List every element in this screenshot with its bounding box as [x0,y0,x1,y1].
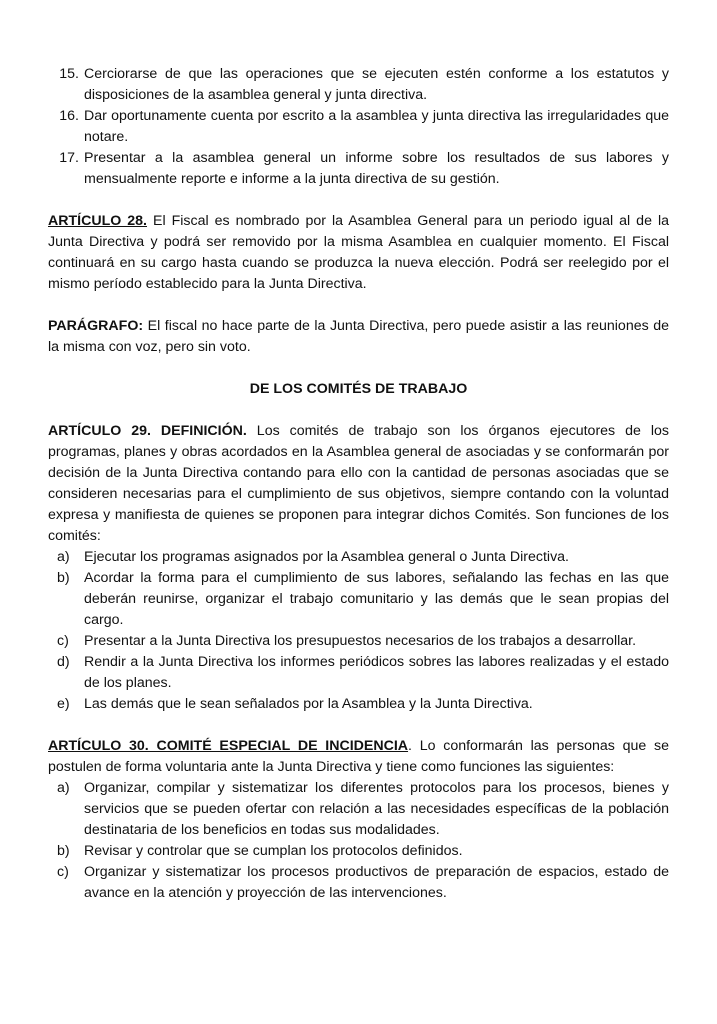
list-item-text: Organizar, compilar y sistematizar los diferentes protocolos para los procesos, bienes y servicios que se pueden ofertar con relación a las necesidades específicas de la población destinataria de los beneficios en todas sus modalidades. [84,780,669,838]
list-item [57,631,669,652]
article-28-label: ARTÍCULO 28. [48,213,148,229]
list-item-number: 16. [59,108,79,124]
article-30 [48,736,669,778]
list-item-text: Las demás que le sean señalados por la Asamblea y la Junta Directiva. [84,696,533,712]
list-item-marker: a) [57,549,70,565]
list-item-marker: c) [57,864,69,880]
list-item-marker: e) [57,696,70,712]
list-item [57,862,669,904]
list-item-marker: b) [57,570,70,586]
article-28 [48,211,669,295]
list-item-text: Presentar a la Junta Directiva los presupuestos necesarios de los trabajos a desarrollar. [84,633,637,649]
article-29 [48,421,669,547]
list-item-text: Cerciorarse de que las operaciones que se ejecuten estén conforme a los estatutos y disposiciones de la asamblea general y junta directiva. [84,66,669,103]
article-29-list [48,547,669,715]
list-item-text: Presentar a la asamblea general un informe sobre los resultados de sus labores y mensualmente reporte e informe a la junta directiva de su gestión. [84,150,669,187]
article-29-label: ARTÍCULO 29. DEFINICIÓN. [48,423,247,439]
paragrafo-label: PARÁGRAFO: [48,318,144,334]
list-item [57,694,669,715]
list-item-number: 15. [59,66,79,82]
document-body [48,64,669,904]
list-item-marker: a) [57,780,70,796]
list-item-text: Rendir a la Junta Directiva los informes periódicos sobres las labores realizadas y el estado de los planes. [84,654,669,691]
list-item [57,547,669,568]
list-item-text: Acordar la forma para el cumplimiento de sus labores, señalando las fechas en las que deberán reunirse, organizar el trabajo comunitario y las demás que le sean propias del cargo. [84,570,669,628]
list-item-number: 17. [59,150,79,166]
list-item [57,568,669,631]
paragrafo-text: El fiscal no hace parte de la Junta Directiva, pero puede asistir a las reuniones de la misma con voz, pero sin voto. [48,318,669,355]
list-item-text: Revisar y controlar que se cumplan los protocolos definidos. [84,843,463,859]
numbered-list [48,64,669,190]
list-item-text: Ejecutar los programas asignados por la Asamblea general o Junta Directiva. [84,549,569,565]
article-28-text: El Fiscal es nombrado por la Asamblea General para un periodo igual al de la Junta Directiva y podrá ser removido por la misma Asamblea en cualquier momento. El Fiscal continuará en su cargo hasta cuando se produzca la nueva elección. Podrá ser reelegido por el mismo período establecido para la Junta Directiva. [48,213,669,292]
list-item [57,652,669,694]
paragrafo [48,316,669,358]
list-item [48,148,669,190]
article-30-text: . Lo conformarán las personas que se postulen de forma voluntaria ante la Junta Directiva y tiene como funciones las siguientes: [48,738,669,775]
list-item [57,841,669,862]
list-item [48,106,669,148]
list-item [48,64,669,106]
list-item [57,778,669,841]
list-item-text: Organizar y sistematizar los procesos productivos de preparación de espacios, estado de avance en la atención y proyección de las intervenciones. [84,864,669,901]
list-item-marker: b) [57,843,70,859]
section-heading: DE LOS COMITÉS DE TRABAJO [249,381,468,397]
article-30-list [48,778,669,904]
list-item-text: Dar oportunamente cuenta por escrito a la asamblea y junta directiva las irregularidades que notare. [84,108,669,145]
list-item-marker: d) [57,654,70,670]
article-29-text: Los comités de trabajo son los órganos ejecutores de los programas, planes y obras acordados en la Asamblea general de asociadas y se conformarán por decisión de la Junta Directiva contando para ello con la cantidad de personas asociadas que se consideren necesarias para el cumplimiento de sus objetivos, siempre contando con la voluntad expresa y manifiesta de quienes se proponen para integrar dichos Comités. Son funciones de los comités: [48,423,669,544]
article-30-label: ARTÍCULO 30. COMITÉ ESPECIAL DE INCIDENCIA [48,738,409,754]
list-item-marker: c) [57,633,69,649]
